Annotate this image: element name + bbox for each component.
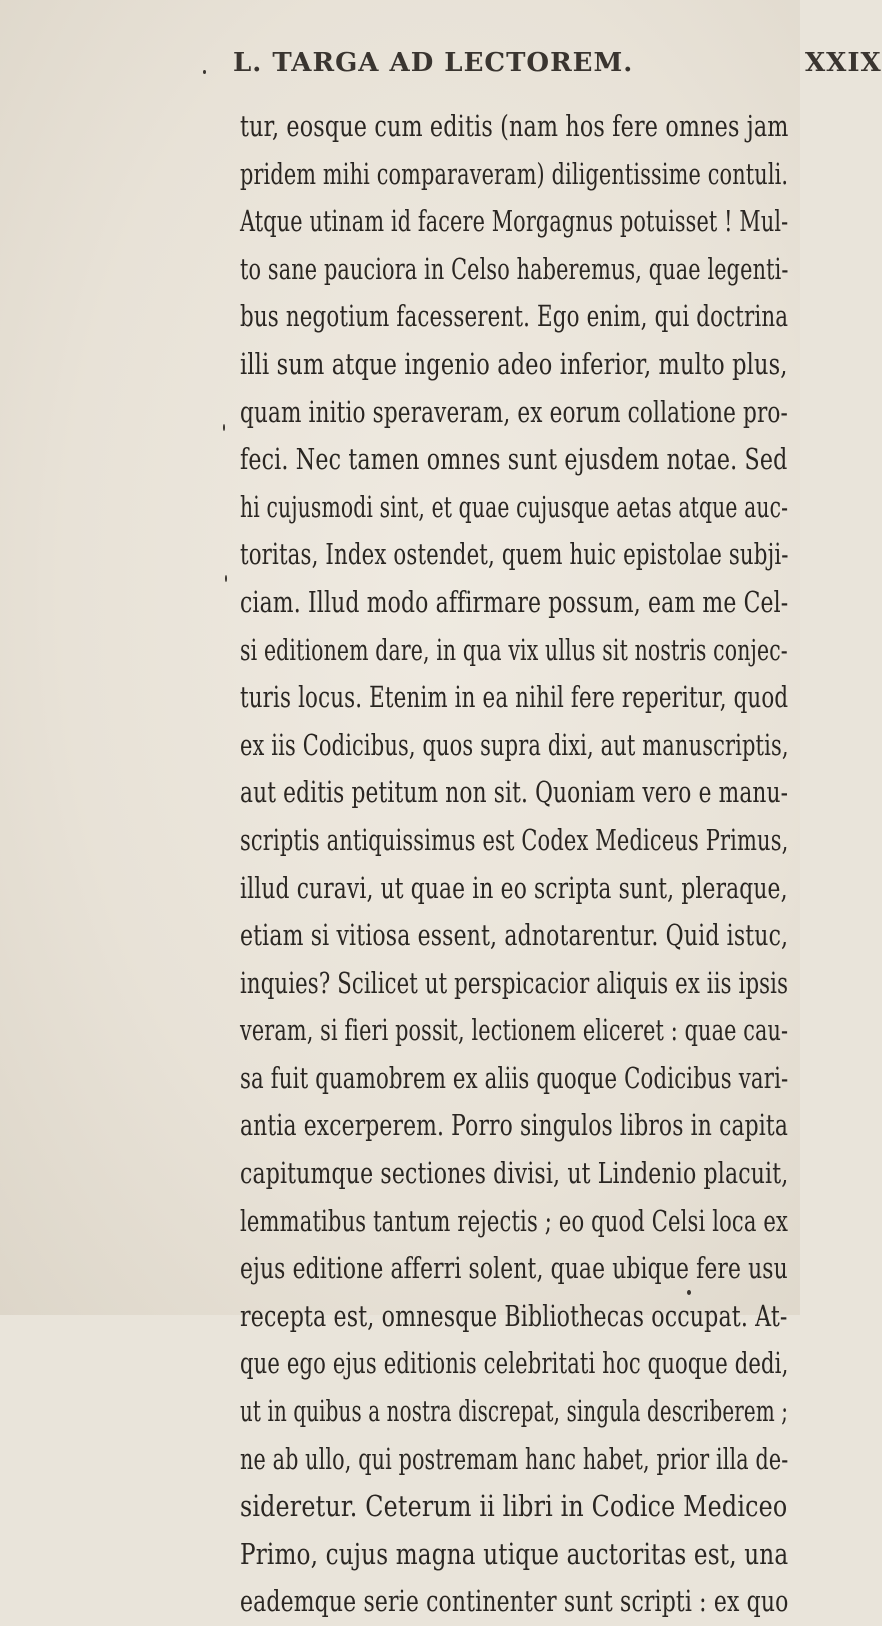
text-line: capitumque sectiones divisi, ut Lindenio placuit, [240, 1157, 789, 1191]
ink-speck [225, 575, 227, 582]
text-line: ejus editione afferri solent, quae ubique fere usu [240, 1252, 788, 1286]
text-line: recepta est, omnesque Bibliothecas occupat. At- [240, 1299, 788, 1333]
text-line: inquies? Scilicet ut perspicacior aliquis ex iis ipsis [240, 966, 789, 1000]
text-line: eademque serie continenter sunt scripti : ex quo [240, 1585, 789, 1619]
text-line: ut in quibus a nostra discrepat, singula describerem ; [240, 1395, 789, 1429]
text-line: Primo, cujus magna utique auctoritas est, una [240, 1537, 789, 1571]
text-line: hi cujusmodi sint, et quae cujusque aetas atque auc- [240, 490, 789, 524]
text-line: quam initio speraveram, ex eorum collatione pro- [240, 395, 788, 429]
text-line: ex iis Codicibus, quos supra dixi, aut manuscriptis, [240, 728, 789, 762]
page-number: XXIX [805, 48, 882, 78]
text-line: feci. Nec tamen omnes sunt ejusdem notae. Sed [240, 443, 788, 477]
text-line: sa fuit quamobrem ex aliis quoque Codicibus vari- [240, 1061, 789, 1095]
text-line: etiam si vitiosa essent, adnotarentur. Quid istuc, [240, 919, 789, 953]
text-line: que ego ejus editionis celebritati hoc quoque dedi, [240, 1347, 789, 1381]
ink-speck [203, 70, 206, 74]
ink-speck [223, 424, 225, 431]
body-text [240, 103, 800, 1626]
text-line: Atque utinam id facere Morgagnus potuisset ! Mul- [240, 205, 789, 239]
text-line: aut editis petitum non sit. Quoniam vero e manu- [240, 776, 789, 810]
text-line: si editionem dare, in qua vix ullus sit nostris conjec- [240, 633, 788, 667]
text-line: illi sum atque ingenio adeo inferior, multo plus, [240, 347, 788, 381]
text-line: bus negotium facesserent. Ego enim, qui doctrina [240, 300, 789, 334]
ink-speck [687, 1290, 691, 1295]
text-line: pridem mihi comparaveram) diligentissime contuli. [240, 157, 789, 191]
text-line: to sane pauciora in Celso haberemus, quae legenti- [240, 252, 789, 286]
running-head-title: L. TARGA AD LECTOREM. [233, 48, 634, 78]
text-line: veram, si fieri possit, lectionem eliceret : quae cau- [240, 1014, 789, 1048]
text-line: scriptis antiquissimus est Codex Mediceus Primus, [240, 823, 789, 857]
text-line: ciam. Illud modo affirmare possum, eam me Cel- [240, 585, 789, 619]
text-line: toritas, Index ostendet, quem huic epistolae subji- [240, 538, 789, 572]
running-head [233, 48, 882, 88]
text-line: turis locus. Etenim in ea nihil fere reperitur, quod [240, 681, 789, 715]
text-line: tur, eosque cum editis (nam hos fere omnes jam [240, 110, 789, 143]
text-line: lemmatibus tantum rejectis ; eo quod Celsi loca ex [240, 1204, 789, 1238]
text-line: illud curavi, ut quae in eo scripta sunt, pleraque, [240, 871, 788, 905]
text-line: ne ab ullo, qui postremam hanc habet, prior illa de- [240, 1442, 789, 1476]
text-line: sideretur. Ceterum ii libri in Codice Mediceo [240, 1490, 788, 1524]
text-line: antia excerperem. Porro singulos libros in capita [240, 1109, 789, 1143]
